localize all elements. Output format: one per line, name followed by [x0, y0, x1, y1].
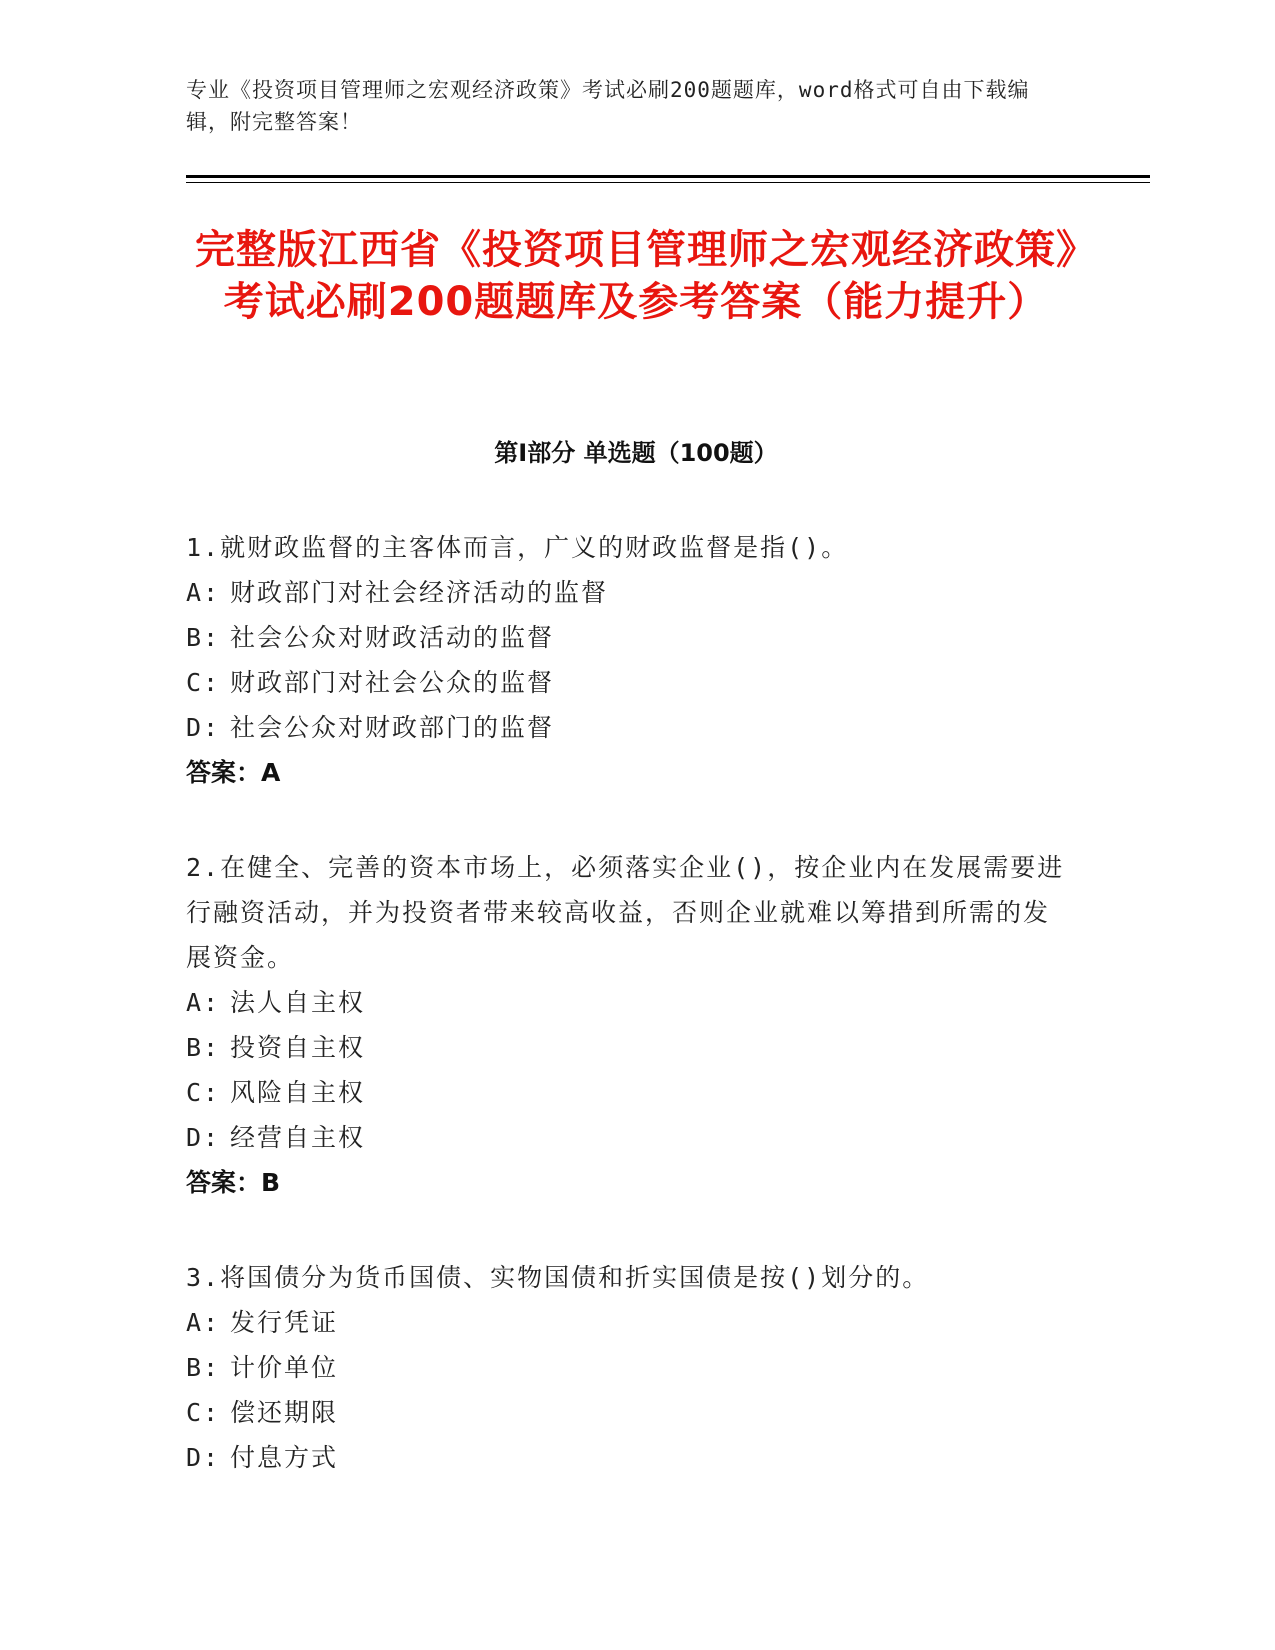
option-letter: D: [186, 713, 221, 742]
option-text: 风险自主权 [230, 1078, 366, 1107]
option-text: 社会公众对财政活动的监督 [230, 623, 555, 652]
option-c [186, 1070, 1066, 1115]
option-text: 财政部门对社会经济活动的监督 [230, 578, 609, 607]
option-text: 财政部门对社会公众的监督 [230, 668, 555, 697]
option-letter: A: [186, 1308, 221, 1337]
question-list [186, 525, 1066, 1530]
header-divider-thick [186, 175, 1150, 178]
option-text: 法人自主权 [230, 988, 366, 1017]
header-note: 专业《投资项目管理师之宏观经济政策》考试必刷200题题库，word格式可自由下载编辑，附完整答案！ [186, 78, 1030, 134]
section-heading: 第Ⅰ部分 单选题（100题） [494, 439, 778, 467]
option-d [186, 1435, 1066, 1480]
option-text: 社会公众对财政部门的监督 [230, 713, 555, 742]
option-a [186, 980, 1066, 1025]
option-b [186, 1345, 1066, 1390]
option-letter: B: [186, 1353, 221, 1382]
option-letter: B: [186, 623, 221, 652]
answer-line: 答案：B [186, 1168, 281, 1197]
option-letter: B: [186, 1033, 221, 1062]
option-text: 付息方式 [230, 1443, 339, 1472]
option-letter: A: [186, 578, 221, 607]
option-text: 发行凭证 [230, 1308, 339, 1337]
option-text: 计价单位 [230, 1353, 339, 1382]
option-letter: A: [186, 988, 221, 1017]
option-letter: D: [186, 1443, 221, 1472]
option-text: 投资自主权 [230, 1033, 366, 1062]
option-letter: C: [186, 1398, 221, 1427]
option-d [186, 1115, 1066, 1160]
option-b [186, 615, 1066, 660]
option-c [186, 1390, 1066, 1435]
option-b [186, 1025, 1066, 1070]
question-3 [186, 1255, 1066, 1480]
option-text: 偿还期限 [230, 1398, 339, 1427]
option-text: 经营自主权 [230, 1123, 366, 1152]
document-title: 完整版江西省《投资项目管理师之宏观经济政策》考试必刷200题题库及参考答案（能力提升） [195, 227, 1077, 325]
question-stem: 1.就财政监督的主客体而言，广义的财政监督是指()。 [186, 533, 849, 562]
option-letter: C: [186, 668, 221, 697]
question-stem: 3.将国债分为货币国债、实物国债和折实国债是按()划分的。 [186, 1263, 930, 1292]
option-d [186, 705, 1066, 750]
option-letter: C: [186, 1078, 221, 1107]
option-a [186, 570, 1066, 615]
header-divider-thin [186, 182, 1150, 183]
answer-line: 答案：A [186, 758, 281, 787]
option-a [186, 1300, 1066, 1345]
option-letter: D: [186, 1123, 221, 1152]
question-stem: 2.在健全、完善的资本市场上，必须落实企业()，按企业内在发展需要进行融资活动，并为投资者带来较高收益，否则企业就难以筹措到所需的发展资金。 [186, 853, 1065, 972]
option-c [186, 660, 1066, 705]
question-1 [186, 525, 1066, 795]
question-2 [186, 845, 1066, 1205]
